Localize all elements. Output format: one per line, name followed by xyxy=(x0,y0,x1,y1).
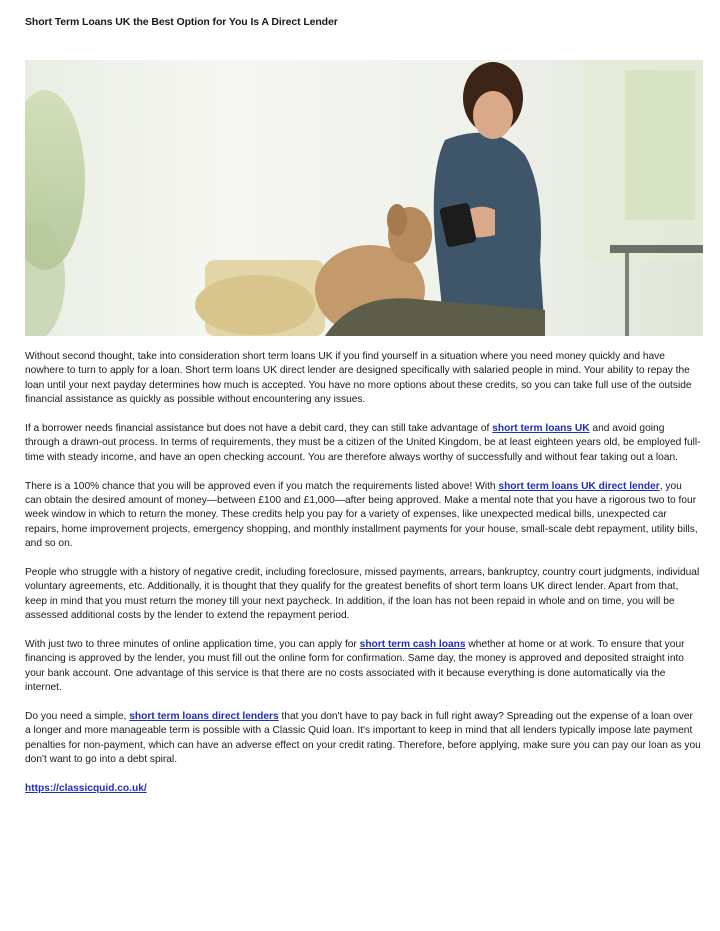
page-title: Short Term Loans UK the Best Option for You Is A Direct Lender xyxy=(25,16,338,28)
article-body xyxy=(25,350,701,811)
hero-photo xyxy=(25,60,703,336)
short-term-loans-direct-lenders-link[interactable]: short term loans direct lenders xyxy=(129,711,279,723)
paragraph-2: If a borrower needs financial assistance but does not have a debit card, they can still take advantage of short term loans UK and avoid going through a drawn-out process. In terms of requirements, they must be a citizen of the United Kingdom, be at least eighteen years old, be employed full-time with steady income, and have an open checking account. You are therefore always worthy of successfully and without fear taking out a loan. xyxy=(25,423,701,463)
short-term-loans-uk-direct-lender-link[interactable]: short term loans UK direct lender xyxy=(498,480,660,492)
paragraph-4: People who struggle with a history of negative credit, including foreclosure, missed payments, arrears, bankruptcy, country court judgments, individual voluntary agreements, etc. Additionally, it is thought that they qualify for the greatest benefits of short term loans UK direct lender. Apart from that, keep in mind that you must return the money till your next paycheck. In addition, if the loan has not been repaid in whole and on time, you will be assessed additional costs by the lender to extend the repayment period. xyxy=(25,567,700,622)
paragraph-3: There is a 100% chance that you will be approved even if you match the requirements listed above! With short term loans UK direct lender, you can obtain the desired amount of money—between £100 and £1,000—after being approved. Make a mental note that you have a rigorous two to four week window in which to return the money. These credits help you pay for a variety of expenses, like unexpected medical bills, unexpected car repairs, home improvement projects, emergency shopping, and monthly installment payments for your house, small-scale debt repayment, utility bills, and so on. xyxy=(25,480,698,550)
paragraph-6: Do you need a simple, short term loans direct lenders that you don't have to pay back in full right away? Spreading out the expense of a loan over a longer and more manageable term is possible with a Classic Quid loan. It's important to keep in mind that all lenders typically impose late payment penalties for non-payment, which can have an adverse effect on your credit rating. Therefore, before applying, make sure you can pay our loan as you don't want to go into a debt spiral. xyxy=(25,711,701,766)
short-term-loans-uk-link[interactable]: short term loans UK xyxy=(492,423,590,435)
footer-link-paragraph xyxy=(25,782,701,796)
woman-with-dog-image xyxy=(25,60,703,336)
paragraph-5: With just two to three minutes of online application time, you can apply for short term cash loans whether at home or at work. To ensure that your financing is approved by the lender, you must fill out the online form for confirmation. Same day, the money is approved and deposited straight into your bank account. One advantage of this service is that there are no costs associated with it because everything is done automatically via the internet. xyxy=(25,639,685,694)
classicquid-url-link[interactable]: https://classicquid.co.uk/ xyxy=(25,783,147,795)
paragraph-1: Without second thought, take into consideration short term loans UK if you find yourself in a situation where you need money quickly and have nowhere to turn to apply for a loan. Short term loans UK direct lender are designed specifically with salaried people in mind. Your ability to repay the loan until your next payday determines how much is accepted. You have no more options about these credits, so you can take full use of the outside financial assistance as quickly as possible without encountering any issues. xyxy=(25,351,692,406)
short-term-cash-loans-link[interactable]: short term cash loans xyxy=(359,639,466,651)
